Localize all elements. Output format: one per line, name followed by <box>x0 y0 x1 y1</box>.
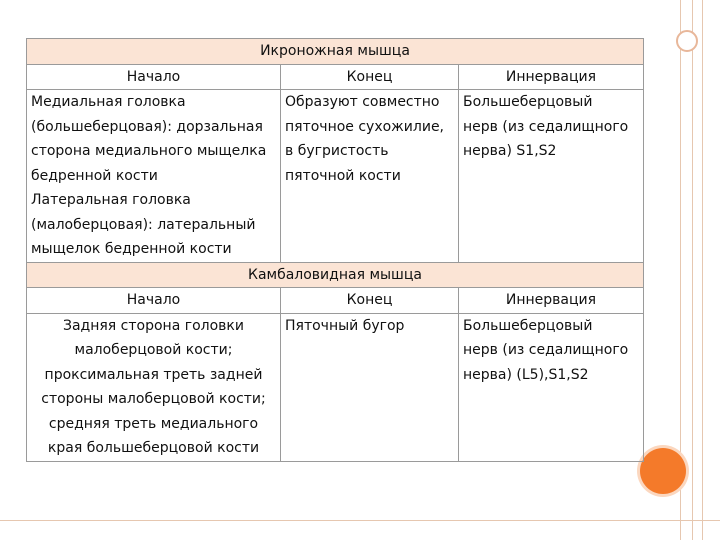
table2-origin-line: края большеберцовой кости <box>47 440 260 456</box>
table1-origin-cell <box>27 90 281 263</box>
table1-header-origin: Начало <box>27 64 281 90</box>
table2-origin-line: средняя треть медиального <box>48 415 259 432</box>
table1-insertion-line: Образуют совместно <box>285 94 440 110</box>
table2-header-origin: Начало <box>27 288 281 314</box>
table1-header-row <box>27 64 644 90</box>
table2-insertion-cell <box>281 313 459 461</box>
table1-innervation-line: нерв (из седалищного <box>463 118 629 135</box>
table1-insertion-cell <box>281 90 459 263</box>
table2-title: Камбаловидная мышца <box>27 262 644 288</box>
table1-header-insertion: Конец <box>281 64 459 90</box>
decor-orange-circle-icon <box>640 448 686 494</box>
table1-header-innervation: Иннервация <box>459 64 644 90</box>
table2-origin-line: проксимальная треть задней <box>44 366 263 383</box>
table1-innervation-line: нерва) S1,S2 <box>463 143 557 159</box>
table1-origin-line: бедренной кости <box>31 167 158 184</box>
decor-border-right-3 <box>702 0 703 540</box>
table2-body-row <box>27 313 644 461</box>
decor-ring-icon <box>676 30 698 52</box>
table2-title-row <box>27 262 644 288</box>
table1-insertion-line: пяточное сухожилие, <box>285 118 445 135</box>
table1-innervation-cell <box>459 90 644 263</box>
table1-origin-line: мыщелок бедренной кости <box>31 241 232 257</box>
table2-origin-cell <box>27 313 281 461</box>
table1-origin-line: Латеральная головка <box>31 192 191 208</box>
table1-origin-line: (большеберцовая): дорзальная <box>31 118 263 135</box>
table2-origin-line: Задняя сторона головки <box>63 317 244 334</box>
table1-innervation-line: Большеберцовый <box>463 94 593 110</box>
table2-innervation-line: Большеберцовый <box>463 317 593 334</box>
table1-title-row <box>27 39 644 65</box>
table2-innervation-line: нерв (из седалищного <box>463 342 629 358</box>
muscle-table <box>26 38 644 462</box>
table2-insertion-line: Пяточный бугор <box>285 317 405 334</box>
table1-insertion-line: пяточной кости <box>285 167 401 184</box>
table2-header-row <box>27 288 644 314</box>
decor-border-bottom <box>0 520 720 521</box>
table2-header-innervation: Иннервация <box>459 288 644 314</box>
table1-origin-line: (малоберцовая): латеральный <box>31 216 256 233</box>
table2-header-insertion: Конец <box>281 288 459 314</box>
table2-origin-line: малоберцовой кости; <box>74 342 233 358</box>
table2-origin-line: стороны малоберцовой кости; <box>41 391 266 407</box>
table2-innervation-cell <box>459 313 644 461</box>
table1-origin-line: Медиальная головка <box>31 94 186 110</box>
table1-insertion-line: в бугристость <box>285 143 389 159</box>
table1-body-row <box>27 90 644 263</box>
decor-border-right-2 <box>692 0 693 540</box>
table1-origin-line: сторона медиального мыщелка <box>31 143 267 159</box>
table2-innervation-line: нерва) (L5),S1,S2 <box>463 366 589 383</box>
table1-title: Икроножная мышца <box>27 39 644 65</box>
